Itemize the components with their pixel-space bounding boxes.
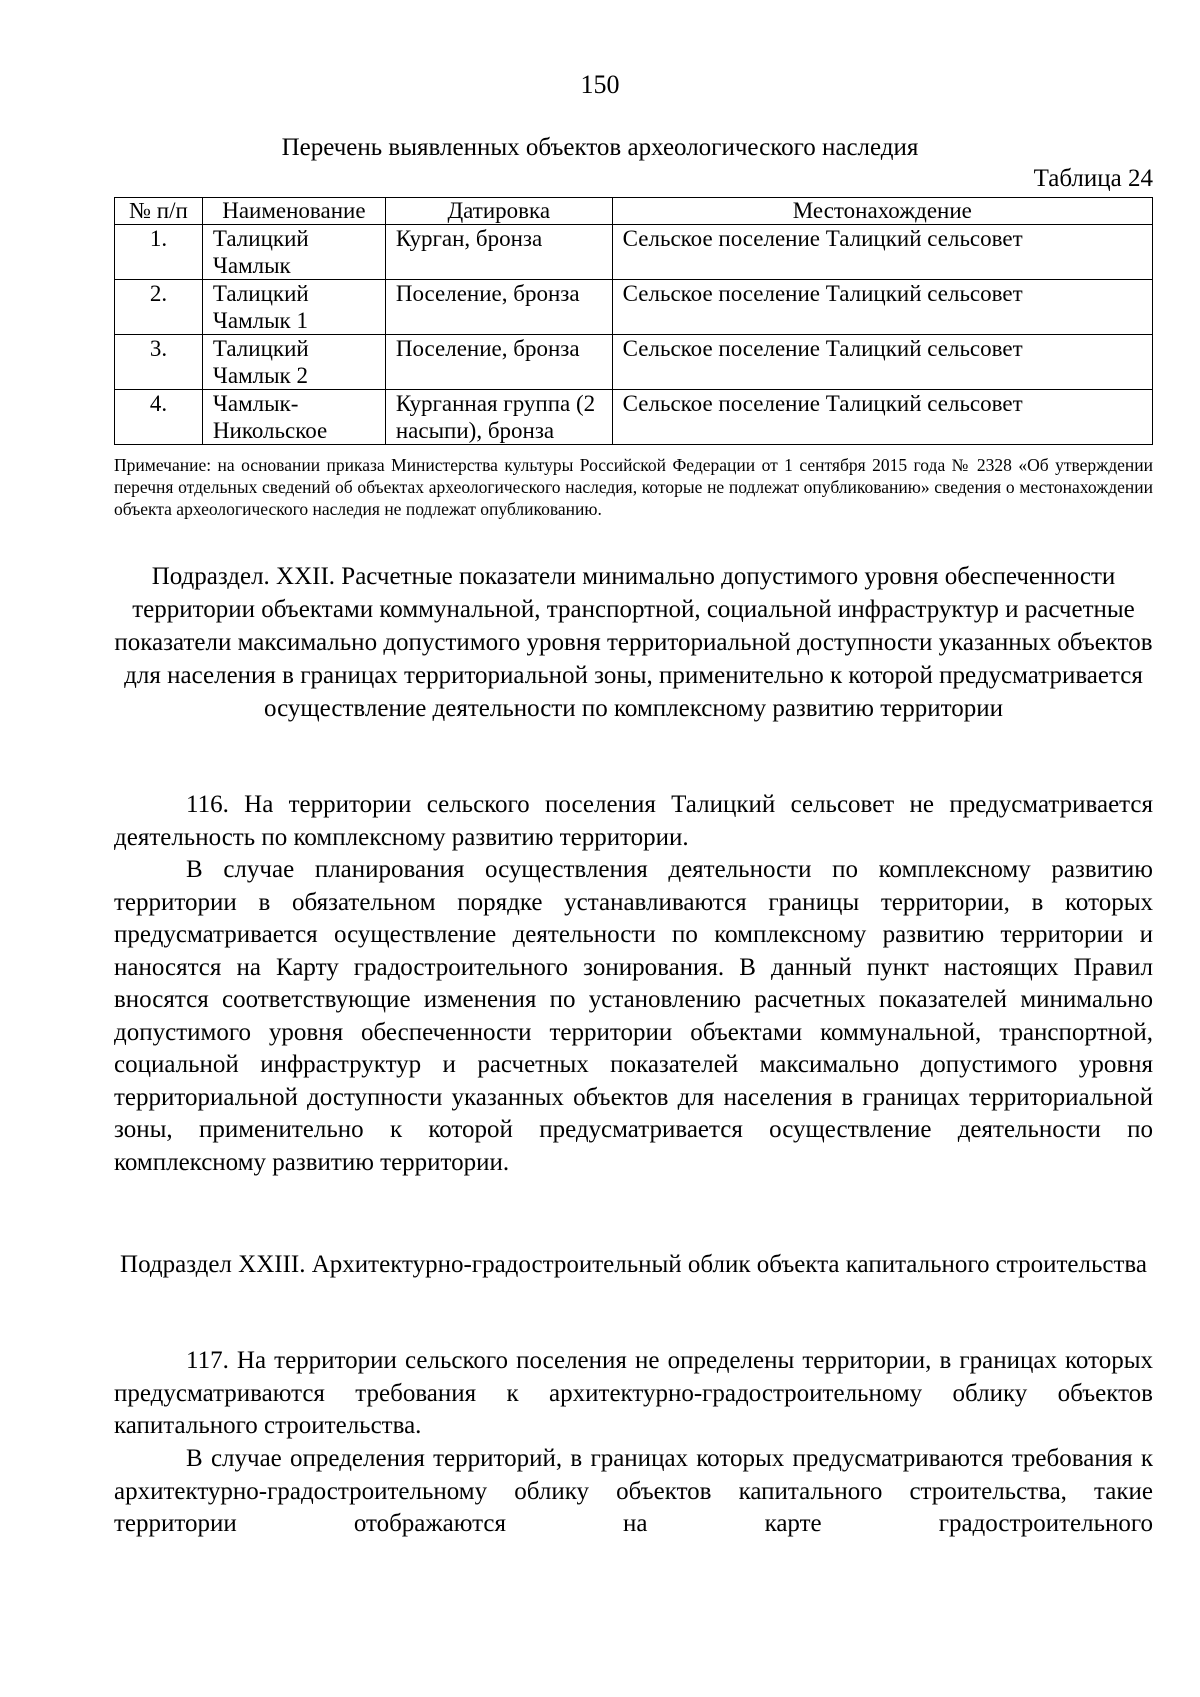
paragraph-117: 117. На территории сельского поселения не определены территории, в границах которых предусматриваются требования к архитектурно-градостроительному облику объектов капитального строительства. [114,1347,1153,1439]
row-number: 4. [115,390,203,445]
section-22-heading: Подраздел. XXII. Расчетные показатели минимально допустимого уровня обеспеченности территории объектами коммунальной, транспортной, социальной инфраструктур и расчетные показатели максимально допустимого уровня территориальной доступности указанных объектов для населения в границах территориальной зоны, применительно к которой предусматривается осуществление деятельности по комплексному развитию территории [114,563,1153,722]
row-number: 3. [115,335,203,390]
table-row [115,280,1153,335]
section-23-heading: Подраздел XXIII. Архитектурно-градостроительный облик объекта капитального строительства [120,1251,1147,1278]
object-dating: Поселение, бронза [385,335,612,390]
table-label: Таблица 24 [1033,165,1153,192]
object-dating: Курганная группа (2 насыпи), бронза [385,390,612,445]
row-number: 1. [115,225,203,280]
object-name: Талицкий Чамлык 1 [202,280,385,335]
table-row [115,390,1153,445]
object-name: Чамлык- Никольское [202,390,385,445]
column-header-dating: Датировка [385,198,612,225]
paragraph-116: 116. На территории сельского поселения Талицкий сельсовет не предусматривается деятельность по комплексному развитию территории. [114,791,1153,851]
archaeological-objects-table [114,197,1153,445]
paragraph-116-continuation: В случае планирования осуществления деятельности по комплексному развитию территории в обязательном порядке устанавливаются границы территории, в которых предусматривается осуществление деятельности по комплексному развитию территории и наносятся на Карту градостроительного зонирования. В данный пункт настоящих Правил вносятся соответствующие изменения по установлению расчетных показателей минимально допустимого уровня обеспеченности территории объектами коммунальной, транспортной, социальной инфраструктур и расчетных показателей максимально допустимого уровня территориальной доступности указанных объектов для населения в границах территориальной зоны, применительно к которой предусматривается осуществление деятельности по комплексному развитию территории. [114,856,1153,1176]
table-row [115,225,1153,280]
object-name: Талицкий Чамлык 2 [202,335,385,390]
object-location: Сельское поселение Талицкий сельсовет [612,225,1152,280]
object-location: Сельское поселение Талицкий сельсовет [612,335,1152,390]
column-header-location: Местонахождение [612,198,1152,225]
table-title: Перечень выявленных объектов археологического наследия [281,134,919,161]
object-name: Талицкий Чамлык [202,225,385,280]
table-row [115,335,1153,390]
object-dating: Поселение, бронза [385,280,612,335]
paragraph-117-continuation: В случае определения территорий, в границах которых предусматриваются требования к архитектурно-градостроительному облику объектов капитального строительства, такие территории отображаются на карте градостроительного [114,1445,1153,1537]
column-header-number: № п/п [115,198,203,225]
object-location: Сельское поселение Талицкий сельсовет [612,390,1152,445]
page-number: 150 [580,70,620,99]
row-number: 2. [115,280,203,335]
table-note: Примечание: на основании приказа Министерства культуры Российской Федерации от 1 сентября 2015 года № 2328 «Об утверждении перечня отдельных сведений об объектах археологического наследия, которые не подлежат опубликованию» сведения о местонахождении объекта археологического наследия не подлежат опубликованию. [114,455,1153,519]
table-header-row [115,198,1153,225]
object-location: Сельское поселение Талицкий сельсовет [612,280,1152,335]
column-header-name: Наименование [202,198,385,225]
object-dating: Курган, бронза [385,225,612,280]
